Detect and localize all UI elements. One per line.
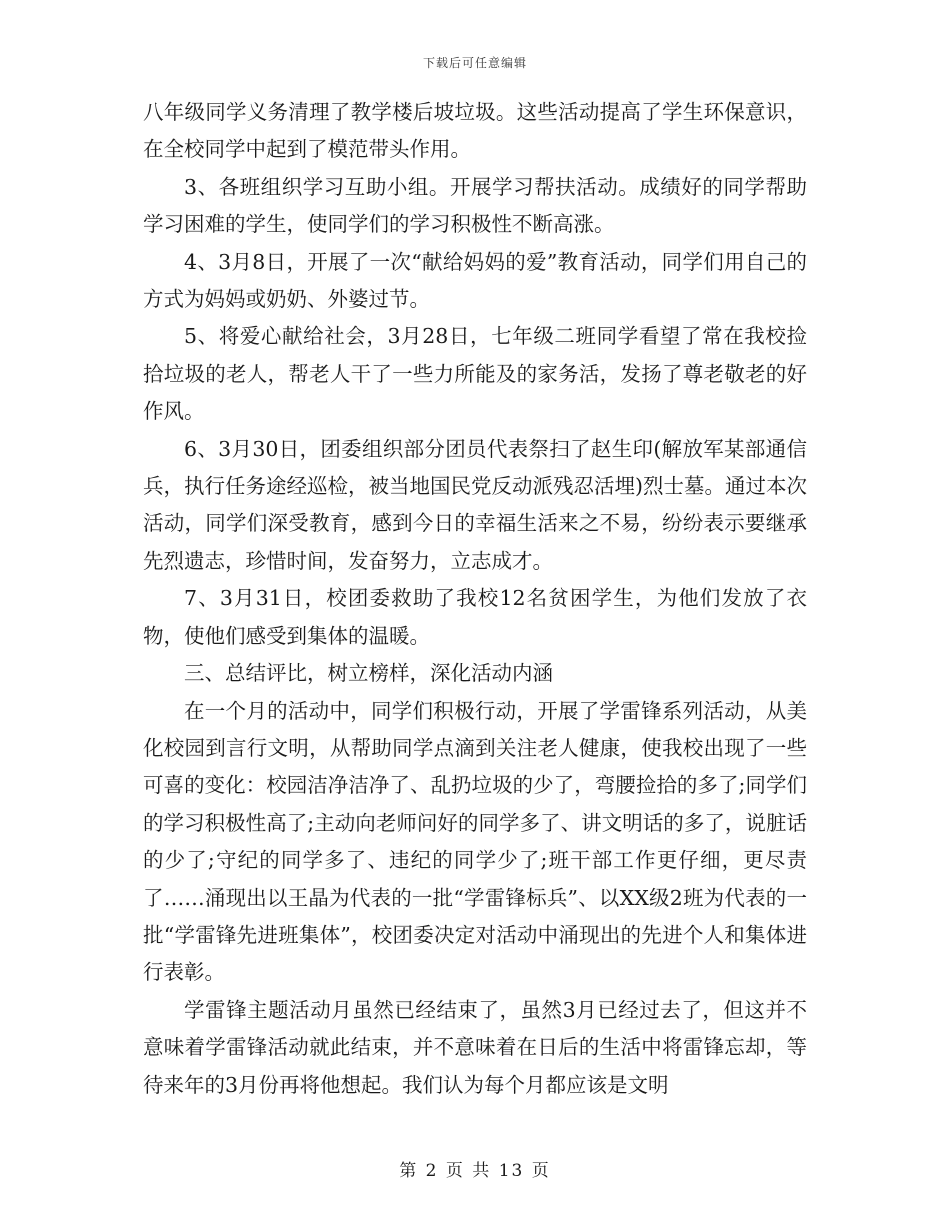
page-number: 第 2 页 共 13 页 xyxy=(399,1161,551,1181)
paragraph-item-5: 5、将爱心献给社会，3月28日，七年级二班同学看望了常在我校捡拾垃圾的老人，帮老人干了一些力所能及的家务活，发扬了尊老敬老的好作风。 xyxy=(143,324,807,424)
paragraph-item-4: 4、3月8日，开展了一次“献给妈妈的爱”教育活动，同学们用自己的方式为妈妈或奶奶、外婆过节。 xyxy=(143,249,807,312)
paragraph-closing: 学雷锋主题活动月虽然已经结束了，虽然3月已经过去了，但这并不意味着学雷锋活动就此结束，并不意味着在日后的生活中将雷锋忘却，等待来年的3月份再将他想起。我们认为每个月都应该是文明 xyxy=(143,997,807,1097)
paragraph-continued: 八年级同学义务清理了教学楼后坡垃圾。这些活动提高了学生环保意识，在全校同学中起到了模范带头作用。 xyxy=(143,100,807,162)
paragraph-item-6: 6、3月30日，团委组织部分团员代表祭扫了赵生印(解放军某部通信兵，执行任务途经巡检，被当地国民党反动派残忍活埋)烈士墓。通过本次活动，同学们深受教育，感到今日的幸福生活来之不易，纷纷表示要继承先烈遗志，珍惜时间，发奋努力，立志成才。 xyxy=(143,436,807,573)
paragraph-item-3: 3、各班组织学习互助小组。开展学习帮扶活动。成绩好的同学帮助学习困难的学生，使同学们的学习积极性不断高涨。 xyxy=(143,174,807,237)
paragraph-summary: 在一个月的活动中，同学们积极行动，开展了学雷锋系列活动，从美化校园到言行文明，从帮助同学点滴到关注老人健康，使我校出现了一些可喜的变化：校园洁净洁净了、乱扔垃圾的少了，弯腰捡拾的多了;同学们的学习积极性高了;主动向老师问好的同学多了、讲文明话的多了，说脏话的少了;守纪的同学多了、违纪的同学少了;班干部工作更仔细，更尽责了……涌现出以王晶为代表的一批“学雷锋标兵”、以XX级2班为代表的一批“学雷锋先进班集体”，校团委决定对活动中涌现出的先进个人和集体进行表彰。 xyxy=(143,698,807,985)
section-heading: 三、总结评比，树立榜样，深化活动内涵 xyxy=(184,661,553,686)
header-note: 下载后可任意编辑 xyxy=(422,56,527,70)
paragraph-item-7: 7、3月31日，校团委救助了我校12名贫困学生，为他们发放了衣物，使他们感受到集体的温暖。 xyxy=(143,586,807,648)
body-text xyxy=(143,94,807,1104)
